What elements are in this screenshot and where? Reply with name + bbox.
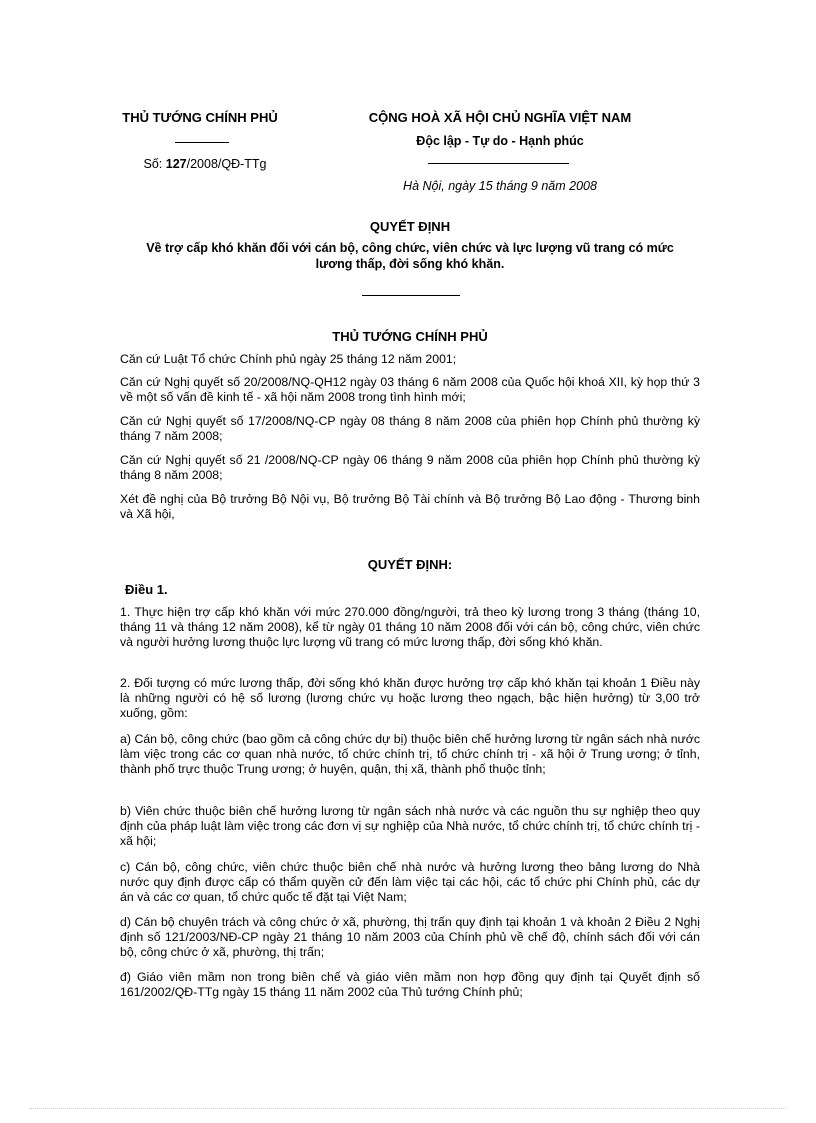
article-paragraph: d) Cán bộ chuyên trách và công chức ở xã, phường, thị trấn quy định tại khoản 1 và khoản 2 Điều 2 Nghị định số 121/2003/NĐ-CP ngày 21 tháng 10 năm 2003 của Chính phủ về chế độ, chính sách đối với cán bộ, công chức ở xã, phường, thị trấn; [120,915,700,959]
article-paragraph: b) Viên chức thuộc biên chế hưởng lương từ ngân sách nhà nước và các nguồn thu sự nghiệp theo quy định của pháp luật làm việc trong các đơn vị sự nghiệp của Nhà nước, tổ chức chính trị, tổ chức chính trị - xã hội; [120,804,700,848]
document-subject: Về trợ cấp khó khăn đối với cán bộ, công chức, viên chức và lực lượng vũ trang có mức lương thấp, đời sống khó khăn. [146,241,674,271]
place-date: Hà Nội, ngày 15 tháng 9 năm 2008 [403,179,597,193]
title-underline [362,295,460,296]
preamble-item: Căn cứ Luật Tổ chức Chính phủ ngày 25 tháng 12 năm 2001; [120,352,457,366]
article-1-heading: Điều 1. [125,582,168,597]
page-bottom-rule [30,1108,786,1109]
article-paragraph: 1. Thực hiện trợ cấp khó khăn với mức 270.000 đồng/người, trả theo kỳ lương trong 3 tháng (tháng 10, tháng 11 và tháng 12 năm 2008), kể từ ngày 01 tháng 10 năm 2008 đối với cán bộ, công chức, viên chức và người hưởng lương thuộc lực lượng vũ trang có mức lương thấp, đời sống khó khăn. [120,605,700,649]
document-type: QUYẾT ĐỊNH [369,219,451,234]
agency-underline [175,142,229,143]
article-paragraph: đ) Giáo viên mầm non trong biên chế và giáo viên mầm non hợp đồng quy định tại Quyết định số 161/2002/QĐ-TTg ngày 15 tháng 11 năm 2002 của Thủ tướng Chính phủ; [120,970,700,999]
motto-underline [428,163,569,164]
issuing-agency: THỦ TƯỚNG CHÍNH PHỦ [122,110,278,125]
country-name: CỘNG HOÀ XÃ HỘI CHỦ NGHĨA VIỆT NAM [368,110,632,125]
national-motto: Độc lập - Tự do - Hạnh phúc [416,134,584,148]
preamble-item: Căn cứ Nghị quyết số 17/2008/NQ-CP ngày 08 tháng 8 năm 2008 của phiên họp Chính phủ thường kỳ tháng 7 năm 2008; [120,414,700,443]
preamble-item: Xét đề nghị của Bộ trưởng Bộ Nội vụ, Bộ trưởng Bộ Tài chính và Bộ trưởng Bộ Lao động - Thương binh và Xã hội, [120,492,700,521]
number-label: Số: [143,157,163,171]
decision-heading: QUYẾT ĐỊNH: [367,557,453,572]
document-number [120,157,290,171]
article-paragraph: c) Cán bộ, công chức, viên chức thuộc biên chế nhà nước và hưởng lương theo bảng lương do Nhà nước quy định được cấp có thẩm quyền cử đến làm việc tại các hội, các tổ chức phi Chính phủ, các dự án và các cơ quan, tổ chức quốc tế đặt tại Việt Nam; [120,860,700,904]
preamble-item: Căn cứ Nghị quyết số 20/2008/NQ-QH12 ngày 03 tháng 6 năm 2008 của Quốc hội khoá XII, kỳ họp thứ 3 về một số vấn đề kinh tế - xã hội năm 2008 trong tình hình mới; [120,375,700,404]
preamble-item: Căn cứ Nghị quyết số 21 /2008/NQ-CP ngày 06 tháng 9 năm 2008 của phiên họp Chính phủ thường kỳ tháng 8 năm 2008; [120,453,700,482]
issuer-heading: THỦ TƯỚNG CHÍNH PHỦ [332,329,488,344]
article-paragraph: a) Cán bộ, công chức (bao gồm cả công chức dự bị) thuộc biên chế hưởng lương từ ngân sách nhà nước làm việc trong các cơ quan nhà nước, tổ chức chính trị, tổ chức chính trị - xã hội ở Trung ương; ở tỉnh, thành phố trực thuộc Trung ương; ở huyện, quận, thị xã, thành phố thuộc tỉnh; [120,732,700,776]
number-value: 127 [165,157,187,171]
article-paragraph: 2. Đối tượng có mức lương thấp, đời sống khó khăn được hưởng trợ cấp khó khăn tại khoản 1 Điều này là những người có hệ số lương (lương chức vụ hoặc lương theo ngạch, bậc hiện hưởng) từ 3,00 trở xuống, gồm: [120,676,700,720]
number-suffix: /2008/QĐ-TTg [186,157,267,171]
